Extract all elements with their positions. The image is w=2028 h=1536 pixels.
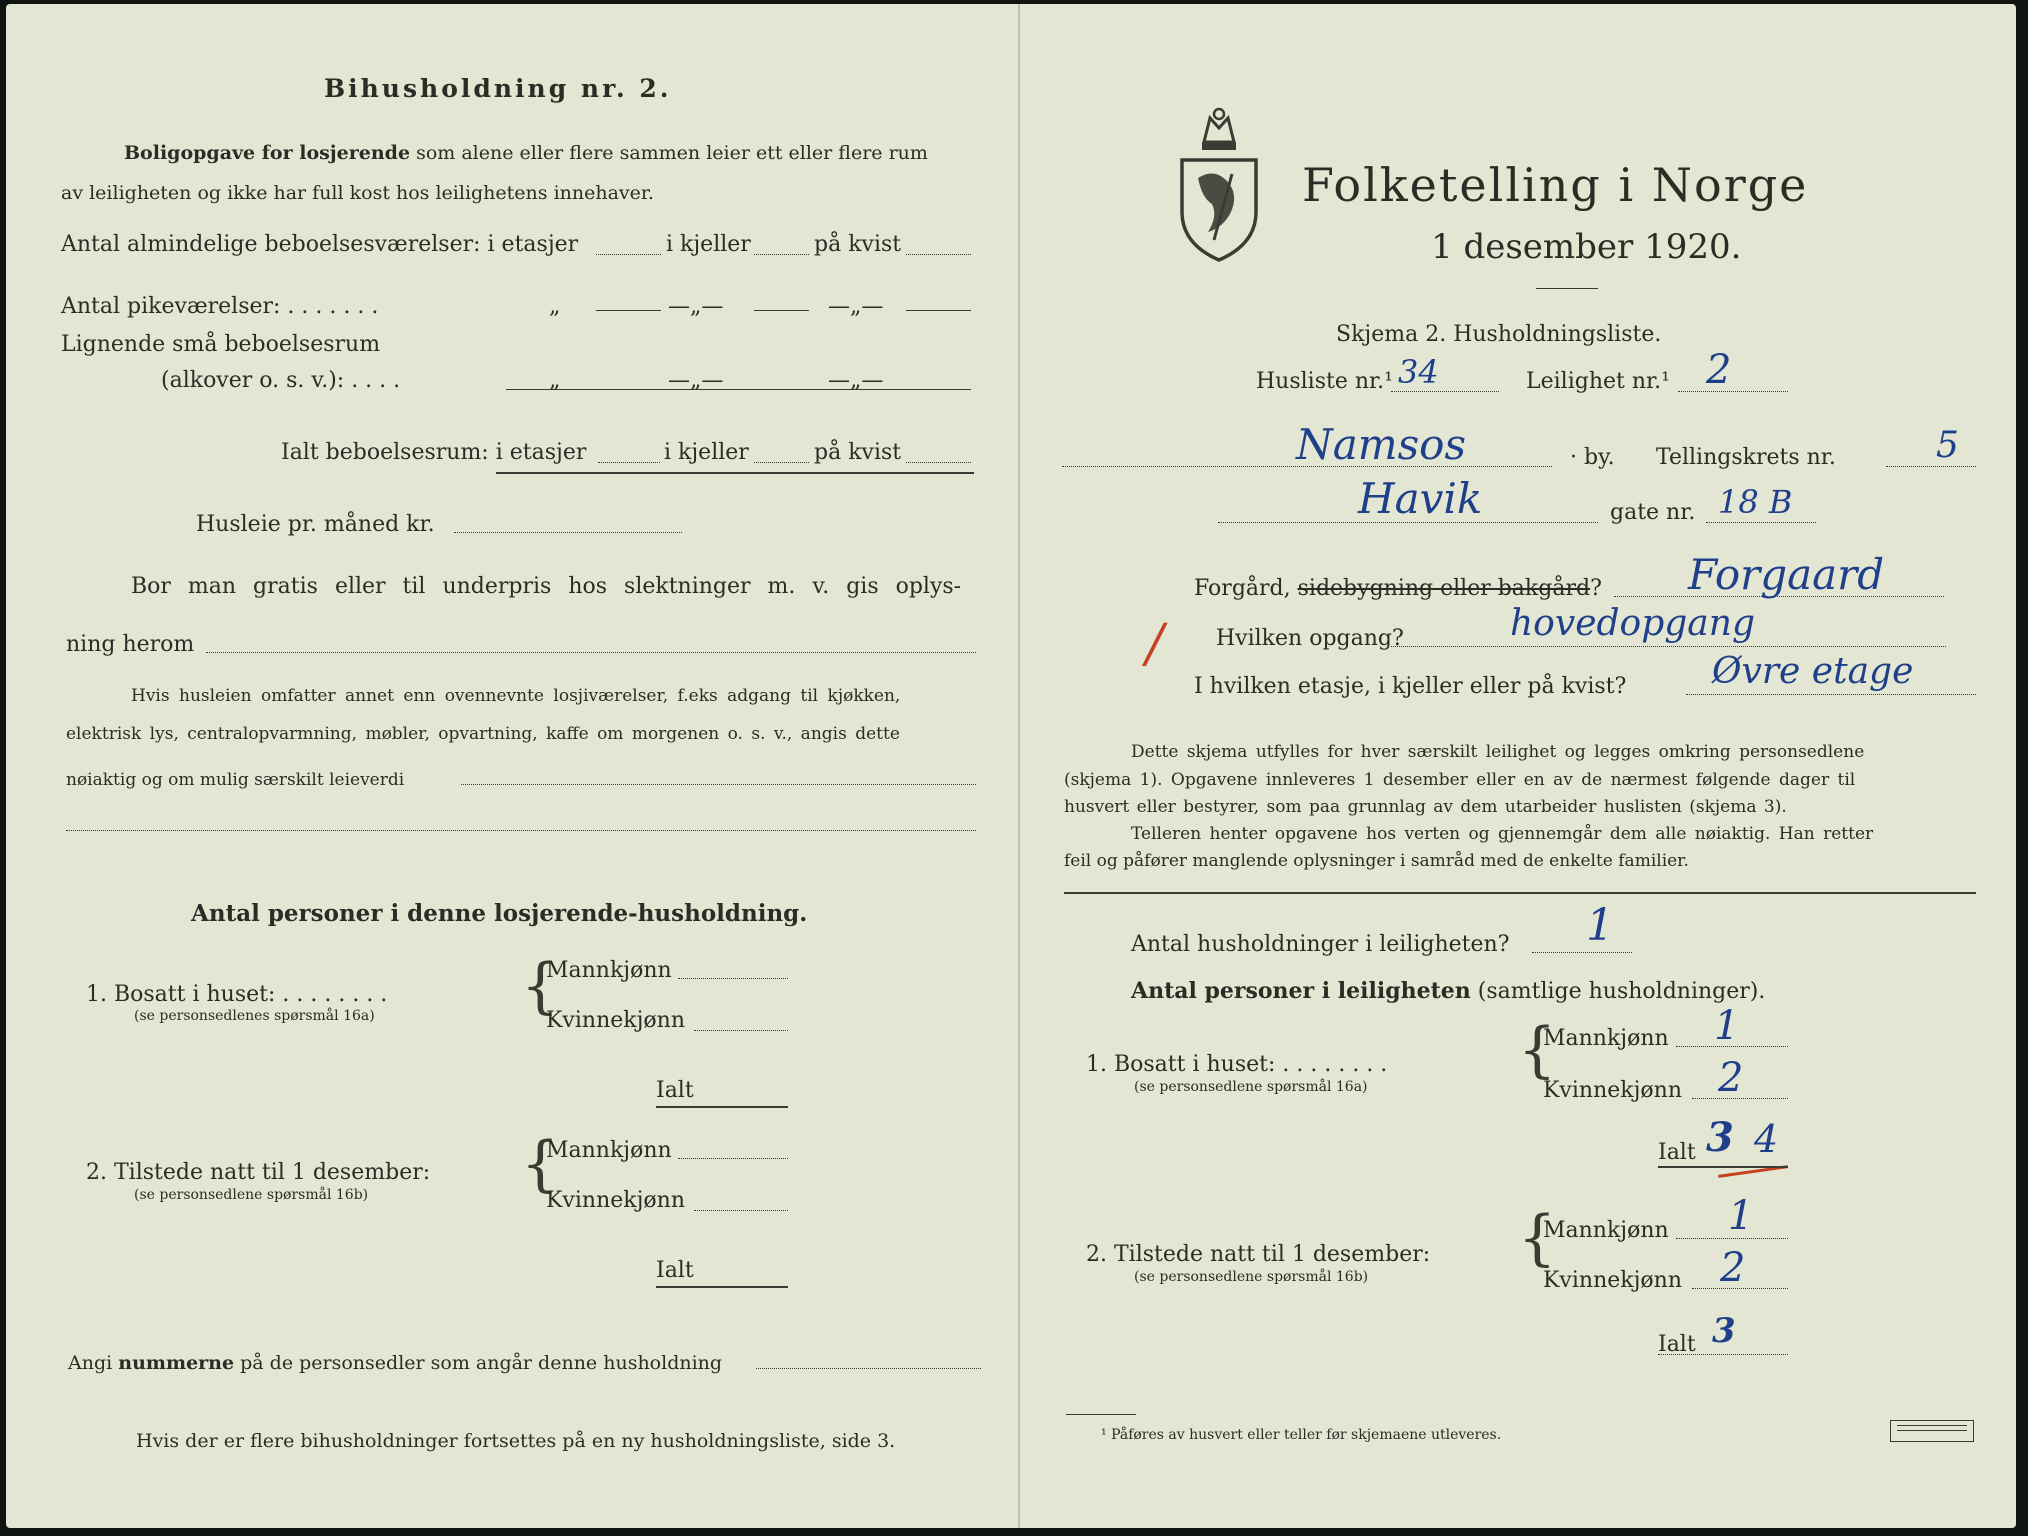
right-q1-mann-label: Mannkjønn [1543, 1026, 1669, 1051]
left-q1-label: 1. Bosatt i huset: . . . . . . . . [86, 982, 388, 1007]
husliste-value[interactable]: 34 [1398, 353, 1439, 391]
right-q1-kvinne-field [1692, 1098, 1788, 1099]
footnote: ¹ Påføres av husvert eller teller før skjemaene utleveres. [1101, 1427, 1502, 1443]
pike-ditto: „ [549, 294, 561, 319]
right-q1-ialt-struck-value: 4 [1754, 1117, 1779, 1161]
rooms-kvist-label: på kvist [814, 232, 902, 257]
pike-kjeller-field[interactable] [754, 310, 809, 311]
gate-field [1706, 522, 1816, 523]
right-q1-kvinne-label: Kvinnekjønn [1543, 1078, 1682, 1103]
right-q2-kvinne-field [1692, 1288, 1788, 1289]
lignende-ditto: „ [549, 368, 561, 393]
right-q2-ialt-value[interactable]: 3 [1712, 1311, 1736, 1351]
intro-bold: Boligopgave for losjerende [124, 142, 411, 164]
info-rule [1064, 892, 1976, 894]
leieverdi-field[interactable] [461, 784, 976, 785]
intro-rest: som alene eller flere sammen leier ett eller flere rum [416, 142, 928, 164]
husliste-field [1391, 391, 1499, 392]
intro-line-1 [124, 144, 928, 163]
angi-field[interactable] [756, 1368, 981, 1369]
left-q1-kvinne-field[interactable] [694, 1030, 788, 1031]
pike-ditto-2: —„— [668, 294, 724, 319]
left-q1-brace: { [521, 951, 560, 1021]
lignende-ditto-3: —„— [828, 368, 884, 393]
right-q2-ialt-label: Ialt [1658, 1332, 1696, 1357]
by-text: by. [1584, 445, 1615, 470]
lignende-field[interactable] [506, 389, 971, 390]
persons-heading [1131, 980, 1765, 1003]
opgang-value[interactable]: hovedopgang [1510, 603, 1756, 644]
right-q2-kvinne-label: Kvinnekjønn [1543, 1268, 1682, 1293]
left-q2-kvinne-label: Kvinnekjønn [546, 1188, 685, 1213]
ialt-rooms-label: Ialt beboelsesrum: i etasjer [281, 440, 587, 465]
hvis-line-1: Hvis husleien omfatter annet enn ovennevnte losjiværelser, f.eks adgang til kjøkken, [131, 686, 901, 706]
angi-rest: på de personsedler som angår denne husholdning [240, 1352, 723, 1374]
persons-bold: Antal personer i leiligheten [1131, 978, 1471, 1004]
left-footer: Hvis der er flere bihusholdninger fortsettes på en ny husholdningsliste, side 3. [136, 1430, 896, 1452]
right-date: 1 desember 1920. [1431, 227, 1742, 267]
lignende-ditto-2: —„— [668, 368, 724, 393]
opgang-field [1391, 646, 1946, 647]
left-q2-mann-field[interactable] [678, 1158, 788, 1159]
right-q2-label: 2. Tilstede natt til 1 desember: [1086, 1242, 1431, 1267]
gate-value[interactable]: 18 B [1718, 483, 1793, 521]
census-form-sheet [6, 4, 2016, 1528]
info-line-3: husvert eller bestyrer, som paa grunnlag av dem utarbeider huslisten (skjema 3). [1064, 797, 1787, 817]
lignende-label-2: (alkover o. s. v.): . . . . [161, 368, 401, 393]
etasje-label: I hvilken etasje, i kjeller eller på kvist? [1194, 674, 1627, 699]
left-q1-kvinne-label: Kvinnekjønn [546, 1008, 685, 1033]
intro-line-2: av leiligheten og ikke har full kost hos leilighetens innehaver. [61, 182, 654, 204]
gate-label: gate nr. [1610, 500, 1696, 525]
left-q2-ialt-field[interactable] [656, 1286, 788, 1288]
info-line-4: Telleren henter opgavene hos verten og gjennemgår dem alle nøiaktig. Han retter [1131, 824, 1874, 844]
right-title: Folketelling i Norge [1302, 158, 1809, 212]
rooms-label: Antal almindelige beboelsesværelser: i etasjer [61, 232, 579, 257]
ialt-kjeller-field[interactable] [754, 462, 809, 463]
pike-ditto-3: —„— [828, 294, 884, 319]
right-q1-mann-field [1676, 1046, 1788, 1047]
husliste-label: Husliste nr.¹ [1256, 369, 1393, 394]
right-q1-ialt-field [1658, 1166, 1788, 1168]
left-q1-mann-field[interactable] [678, 978, 788, 979]
red-pencil-mark: / [1146, 614, 1164, 674]
leieverdi-field-2[interactable] [66, 830, 976, 831]
angi-bold: nummerne [118, 1352, 235, 1374]
street-value[interactable]: Havik [1358, 474, 1483, 523]
info-line-2: (skjema 1). Opgavene innleveres 1 desember eller en av de nærmest følgende dager til [1064, 770, 1856, 790]
husleie-field[interactable] [454, 532, 682, 533]
right-q2-ialt-field [1658, 1354, 1788, 1355]
lignende-label-1: Lignende små beboelsesrum [61, 332, 381, 357]
right-q2-mann-field [1676, 1238, 1788, 1239]
right-q1-ialt-value[interactable]: 3 [1706, 1114, 1734, 1161]
right-q2-mann-label: Mannkjønn [1543, 1218, 1669, 1243]
leilighet-field [1678, 391, 1788, 392]
left-q2-sub: (se personsedlene spørsmål 16b) [134, 1187, 369, 1203]
right-q1-kvinne-value[interactable]: 2 [1718, 1055, 1744, 1101]
right-q1-sub: (se personsedlene spørsmål 16a) [1134, 1079, 1368, 1095]
rooms-kjeller-field[interactable] [754, 254, 809, 255]
left-q1-mann-label: Mannkjønn [546, 958, 672, 983]
right-q1-label: 1. Bosatt i huset: . . . . . . . . [1086, 1052, 1388, 1077]
bor-line-1: Bor man gratis eller til underpris hos slektninger m. v. gis oplys- [131, 574, 962, 599]
pike-kvist-field[interactable] [906, 310, 971, 311]
left-q2-ialt-label: Ialt [656, 1258, 694, 1283]
left-persons-title: Antal personer i denne losjerende-husholdning. [191, 900, 808, 927]
right-q2-mann-value[interactable]: 1 [1728, 1193, 1754, 1239]
forgaard-q: ? [1590, 576, 1602, 601]
pike-label: Antal pikeværelser: . . . . . . . [61, 294, 379, 319]
left-q2-label: 2. Tilstede natt til 1 desember: [86, 1160, 431, 1185]
left-q1-ialt-field[interactable] [656, 1106, 788, 1108]
ialt-kvist-label: på kvist [814, 440, 902, 465]
leilighet-label: Leilighet nr.¹ [1526, 369, 1670, 394]
forgaard-value[interactable]: Forgaard [1688, 550, 1885, 599]
angi-line [68, 1354, 722, 1373]
hush-field [1532, 952, 1632, 953]
left-q2-brace: { [521, 1129, 560, 1199]
bor-line-2: ning herom [66, 632, 195, 657]
krets-value[interactable]: 5 [1936, 425, 1959, 466]
angi-pre: Angi [68, 1352, 113, 1374]
left-title: Bihusholdning nr. 2. [324, 74, 672, 103]
hush-label: Antal husholdninger i leiligheten? [1131, 932, 1510, 957]
right-q1-mann-value[interactable]: 1 [1714, 1003, 1740, 1049]
forgaard-field [1614, 596, 1944, 597]
page-fold [1018, 4, 1020, 1528]
krets-label: Tellingskrets nr. [1656, 445, 1836, 470]
persons-rest: (samtlige husholdninger). [1477, 979, 1766, 1004]
husleie-label: Husleie pr. måned kr. [196, 512, 435, 537]
hvis-line-2: elektrisk lys, centralopvarmning, møbler, opvartning, kaffe om morgenen o. s. v., angis dette [66, 724, 900, 744]
left-q1-sub: (se personsedlenes spørsmål 16a) [134, 1008, 375, 1024]
right-q2-kvinne-value[interactable]: 2 [1720, 1245, 1746, 1291]
etasje-value[interactable]: Øvre etage [1712, 651, 1914, 692]
skjema-label: Skjema 2. Husholdningsliste. [1336, 322, 1662, 347]
rooms-kjeller-label: i kjeller [666, 232, 751, 257]
forgaard-prefix: Forgård, [1194, 576, 1291, 601]
title-rule [1536, 288, 1598, 289]
city-value[interactable]: Namsos [1296, 420, 1467, 469]
info-line-5: feil og påfører manglende oplysninger i samråd med de enkelte familier. [1064, 851, 1689, 871]
hvis-line-3: nøiaktig og om mulig særskilt leieverdi [66, 770, 405, 790]
info-line-1: Dette skjema utfylles for hver særskilt leilighet og legges omkring personsedlene [1131, 742, 1865, 762]
left-q2-kvinne-field[interactable] [694, 1210, 788, 1211]
left-q2-mann-label: Mannkjønn [546, 1138, 672, 1163]
pike-etasjer-field[interactable] [596, 310, 661, 311]
right-q2-sub: (se personsedlene spørsmål 16b) [1134, 1269, 1369, 1285]
forgaard-label [1194, 578, 1602, 600]
right-q2-brace: { [1518, 1203, 1557, 1273]
bor-field[interactable] [206, 652, 976, 653]
left-q1-ialt-label: Ialt [656, 1078, 694, 1103]
ialt-kjeller-label: i kjeller [664, 440, 749, 465]
etasje-field [1686, 694, 1976, 695]
footnote-rule [1066, 1414, 1136, 1415]
right-q1-ialt-label: Ialt [1658, 1140, 1696, 1165]
rooms-kvist-field[interactable] [906, 254, 971, 255]
ialt-etasjer-field[interactable] [598, 462, 660, 463]
ialt-underline [496, 472, 974, 474]
rooms-etasjer-field[interactable] [596, 254, 661, 255]
hush-value[interactable]: 1 [1586, 900, 1614, 951]
by-label: · by. [1570, 445, 1615, 470]
printer-stamp-icon [1890, 1420, 1974, 1442]
krets-field [1886, 466, 1976, 467]
ialt-kvist-field[interactable] [906, 462, 971, 463]
leilighet-value[interactable]: 2 [1706, 347, 1732, 393]
norway-coat-of-arms-icon [1174, 104, 1264, 264]
opgang-label: Hvilken opgang? [1216, 626, 1404, 651]
forgaard-struck: sidebygning eller bakgård [1297, 576, 1591, 601]
right-q1-brace: { [1518, 1015, 1557, 1085]
